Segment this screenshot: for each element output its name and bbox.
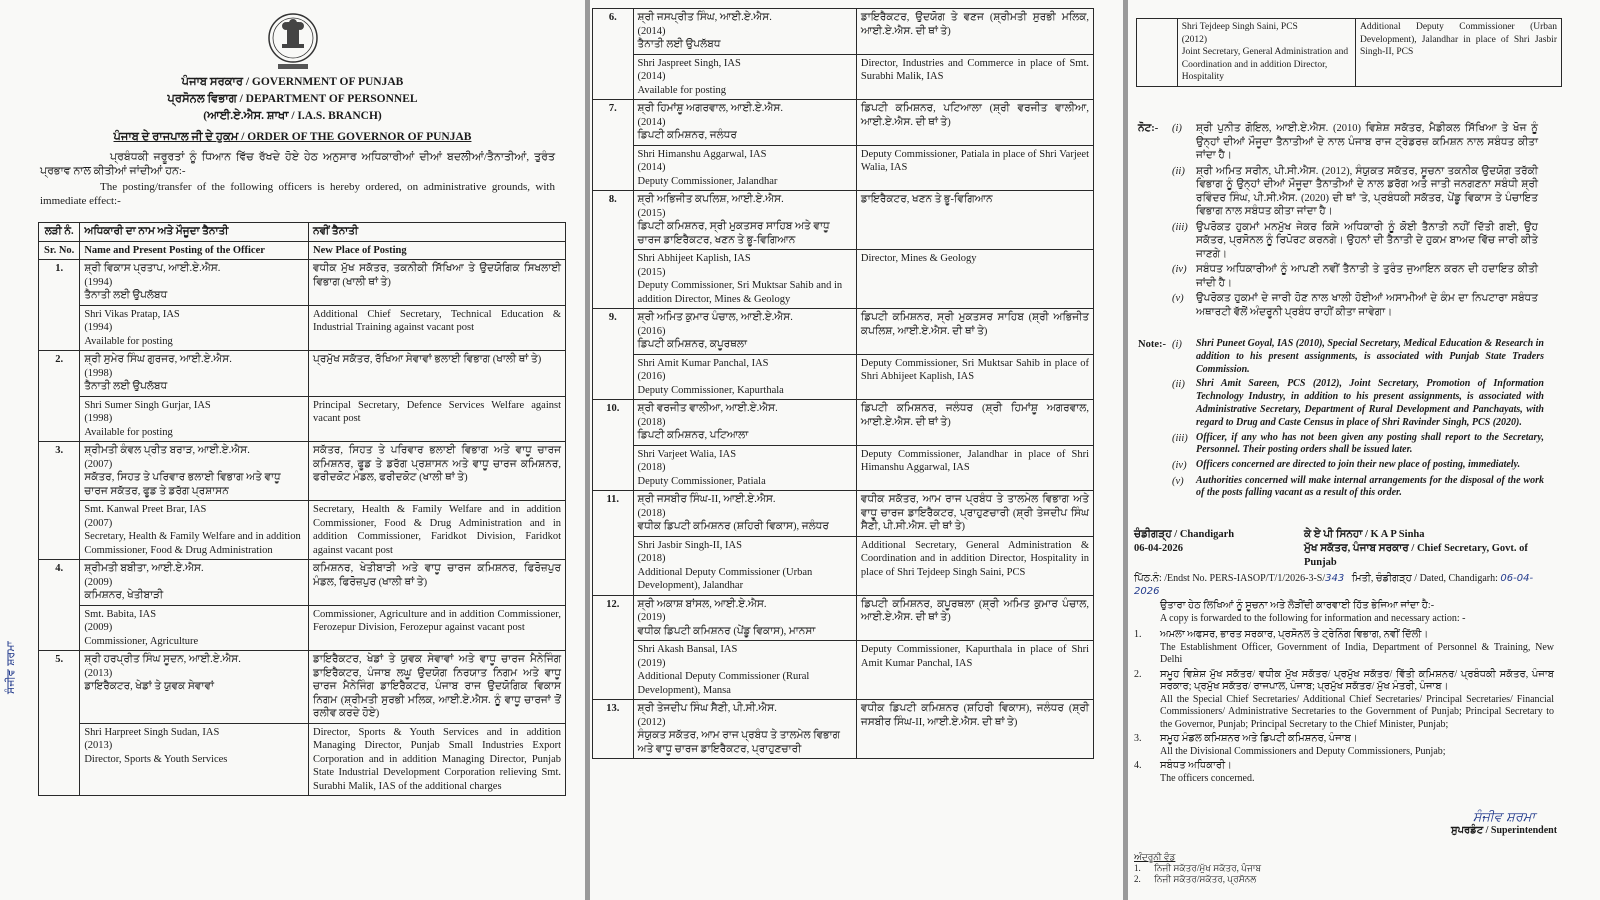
- officer-name-en: Smt. Kanwal Preet Brar, IAS (2007) Secretary, Health & Family Welfare and in addition Commissioner, Food & Drug Administration: [80, 501, 309, 560]
- note-text: Officer, if any who has not been given any posting shall report to the Secretary, Personnel. Their posting orders shall be issued later.: [1196, 431, 1544, 456]
- officer-post-pa: ਡਿਪਟੀ ਕਮਿਸ਼ਨਰ, ਸ੍ਰੀ ਮੁਕਤਸਰ ਸਾਹਿਬ (ਸ਼੍ਰੀ ਅਭਿਜੀਤ ਕਪਲਿਸ਼, ਆਈ.ਏ.ਐਸ. ਦੀ ਥਾਂ ਤੇ): [856, 309, 1093, 355]
- copy-intro-en: A copy is forwarded to the following for information and necessary action: -: [1160, 612, 1466, 624]
- officer-name-en: Shri Varjeet Walia, IAS (2018) Deputy Commissioner, Patiala: [633, 445, 856, 491]
- sr-cell: [1137, 19, 1178, 87]
- officer-post-pa: ਸਕੱਤਰ, ਸਿਹਤ ਤੇ ਪਰਿਵਾਰ ਭਲਾਈ ਵਿਭਾਗ ਅਤੇ ਵਾਧੂ ਚਾਰਜ ਕਮਿਸ਼ਨਰ, ਫੂਡ ਤੇ ਡਰੱਗ ਪ੍ਰਸ਼ਾਸਨ ਅਤੇ ਵਾਧੂ ਚਾਰਜ ਕਮਿਸ਼ਨਰ, ਫਰੀਦਕੋਟ ਮੰਡਲ, ਫਰੀਦਕੋਟ (ਖਾਲੀ ਥਾਂ ਤੇ): [309, 442, 566, 501]
- note-label: [1138, 432, 1172, 458]
- table-row: [39, 442, 566, 501]
- officer-name-en: Shri Abhijeet Kaplish, IAS (2015) Deputy Commissioner, Sri Muktsar Sahib and in addition Director, Mines & Geology: [633, 250, 856, 309]
- dated-label: ਮਿਤੀ, ਚੰਡੀਗੜ੍ਹ / Dated, Chandigarh:: [1351, 573, 1498, 584]
- table-row: [593, 641, 1094, 700]
- copy-to-number: 4.: [1134, 760, 1142, 771]
- officer-name-pa: ਸ਼੍ਰੀਮਤੀ ਬਬੀਤਾ, ਆਈ.ਏ.ਐਸ. (2009) ਕਮਿਸ਼ਨਰ, ਖੇਤੀਬਾੜੀ: [80, 560, 309, 606]
- signatory-name: ਕੇ ਏ ਪੀ ਸਿਨਹਾ / K A P Sinha: [1304, 529, 1425, 540]
- officer-name-pa: ਸ਼੍ਰੀ ਤੇਜਦੀਪ ਸਿੰਘ ਸੈਣੀ, ਪੀ.ਸੀ.ਐਸ. (2012) ਸੰਯੁਕਤ ਸਕੱਤਰ, ਆਮ ਰਾਜ ਪ੍ਰਬੰਧ ਤੇ ਤਾਲਮੇਲ ਵਿਭਾਗ ਅਤੇ ਵਾਧੂ ਚਾਰਜ ਡਾਇਰੈਕਟਰ, ਪ੍ਰਾਹੁਣਚਾਰੀ: [633, 700, 856, 759]
- officer-post-pa: ਡਾਇਰੈਕਟਰ, ਖਣਨ ਤੇ ਭੂ-ਵਿਗਿਆਨ: [856, 191, 1093, 250]
- officer-post-en: Director, Industries and Commerce in place of Smt. Surabhi Malik, IAS: [856, 54, 1093, 100]
- header-government: ਪੰਜਾਬ ਸਰਕਾਰ / GOVERNMENT OF PUNJAB: [181, 76, 404, 88]
- table-row: [593, 145, 1094, 191]
- table-row: [39, 651, 566, 724]
- officer-post-pa: ਪ੍ਰਮੁੱਖ ਸਕੱਤਰ, ਰੱਖਿਆ ਸੇਵਾਵਾਂ ਭਲਾਈ ਵਿਭਾਗ (ਖਾਲੀ ਥਾਂ ਤੇ): [309, 351, 566, 397]
- note-label: [1138, 475, 1172, 501]
- officer-name-en: Smt. Babita, IAS (2009) Commissioner, Agriculture: [80, 605, 309, 651]
- note-label: Note:-: [1138, 339, 1166, 350]
- note-text: ਸ਼੍ਰੀ ਅਮਿਤ ਸਰੀਨ, ਪੀ.ਸੀ.ਐਸ. (2012), ਸੰਯੁਕਤ ਸਕੱਤਰ, ਸੂਚਨਾ ਤਕਨੀਕ ਉਦਯੋਗ ਤਰੱਕੀ ਵਿਭਾਗ ਨੂੰ ਉਨ੍ਹਾਂ ਦੀਆਂ ਮੌਜੂਦਾ ਤੈਨਾਤੀਆਂ ਦੇ ਨਾਲ ਡਰੱਗ ਅਤੇ ਜਾਤੀ ਜਨਗਣਨਾ ਸਬੰਧੀ ਸ਼੍ਰੀ ਰਵਿੰਦਰ ਸਿੰਘ, ਪੀ.ਸੀ.ਐਸ. (2020) ਦੀ ਥਾਂ 'ਤੇ, ਪ੍ਰਬੰਧਕੀ ਸਕੱਤਰ, ਪੇਂਡੂ ਵਿਕਾਸ ਤੇ ਪੰਚਾਇਤ ਵਿਭਾਗ ਨਾਲ ਸਬੰਧਤ ਕੀਤਾ ਜਾਂਦਾ ਹੈ।: [1196, 165, 1538, 217]
- table-row: [593, 536, 1094, 595]
- serial-number: 3.: [39, 442, 80, 560]
- internal-item: [1134, 874, 1434, 885]
- note-number: (iii): [1172, 432, 1188, 444]
- officer-post-en: Additional Deputy Commissioner (Urban Development), Jalandhar in place of Shri Jasbir Singh-II, PCS: [1355, 19, 1561, 87]
- copy-to-pa: ਅਮਲਾ ਅਫਸਰ, ਭਾਰਤ ਸਰਕਾਰ, ਪ੍ਰਸੋਨਲ ਤੇ ਟ੍ਰੇਨਿੰਗ ਵਿਭਾਗ, ਨਵੀਂ ਦਿੱਲੀ।: [1160, 629, 1429, 640]
- copy-to-pa: ਸਬੰਧਤ ਅਧਿਕਾਰੀ।: [1160, 760, 1232, 771]
- note-item: [1138, 378, 1544, 429]
- officer-post-en: Deputy Commissioner, Kapurthala in place of Shri Amit Kumar Panchal, IAS: [856, 641, 1093, 700]
- copy-to-number: 1.: [1134, 629, 1142, 640]
- copy-to-list: [1134, 629, 1554, 785]
- intro-english: The posting/transfer of the following officers is hereby ordered, on administrative grounds, with immediate effect:-: [40, 181, 555, 207]
- officer-post-pa: ਵਧੀਕ ਸਕੱਤਰ, ਆਮ ਰਾਜ ਪ੍ਰਬੰਧ ਤੇ ਤਾਲਮੇਲ ਵਿਭਾਗ ਅਤੇ ਵਾਧੂ ਚਾਰਜ ਡਾਇਰੈਕਟਰ, ਪ੍ਰਾਹੁਣਚਾਰੀ (ਸ਼੍ਰੀ ਤੇਜਦੀਪ ਸਿੰਘ ਸੈਣੀ, ਪੀ.ਸੀ.ਐਸ. ਦੀ ਥਾਂ ਤੇ): [856, 491, 1093, 537]
- copy-to-item: [1134, 733, 1554, 758]
- officer-name-en: Shri Jaspreet Singh, IAS (2014) Available for posting: [633, 54, 856, 100]
- internal-distribution: [1134, 852, 1434, 885]
- note-text: ਉਪਰੋਕਤ ਹੁਕਮਾਂ ਦੇ ਜਾਰੀ ਹੋਣ ਨਾਲ ਖਾਲੀ ਹੋਈਆਂ ਅਸਾਮੀਆਂ ਦੇ ਕੰਮ ਦਾ ਨਿਪਟਾਰਾ ਸਬੰਧਤ ਅਥਾਰਟੀ ਵੱਲੋਂ ਅੰਦਰੂਨੀ ਪ੍ਰਬੰਧ ਰਾਹੀਂ ਕੀਤਾ ਜਾਵੇਗਾ।: [1196, 293, 1538, 318]
- endorsement-number: 343: [1325, 573, 1345, 584]
- header-department: ਪ੍ਰਸੋਨਲ ਵਿਭਾਗ / DEPARTMENT OF PERSONNEL: [167, 93, 418, 105]
- officer-post-pa: ਡਿਪਟੀ ਕਮਿਸ਼ਨਰ, ਜਲੰਧਰ (ਸ਼੍ਰੀ ਹਿਮਾਂਸ਼ੂ ਅਗਰਵਾਲ, ਆਈ.ਏ.ਐਸ. ਦੀ ਥਾਂ ਤੇ): [856, 400, 1093, 446]
- note-item: [1138, 338, 1544, 376]
- note-text: Authorities concerned will make internal arrangements for the disposal of the work of the posts falling vacant as a result of this order.: [1196, 474, 1544, 499]
- officer-post-en: Additional Chief Secretary, Technical Education & Industrial Training against vacant post: [309, 305, 566, 351]
- officer-name-en: Shri Tejdeep Singh Saini, PCS (2012) Joint Secretary, General Administration and Coordination and in addition Director, Hospitality: [1177, 19, 1355, 87]
- officer-name-pa: ਸ਼੍ਰੀ ਵਰਜੀਤ ਵਾਲੀਆ, ਆਈ.ਏ.ਐਸ. (2018) ਡਿਪਟੀ ਕਮਿਸ਼ਨਰ, ਪਟਿਆਲਾ: [633, 400, 856, 446]
- copy-to-item: [1134, 760, 1554, 785]
- signatory-designation: ਮੁੱਖ ਸਕੱਤਰ, ਪੰਜਾਬ ਸਰਕਾਰ / Chief Secretary, Govt. of Punjab: [1304, 543, 1528, 568]
- table-header-row: [39, 223, 566, 242]
- header-name-en: Name and Present Posting of the Officer: [80, 241, 309, 260]
- note-item: [1138, 263, 1538, 290]
- table-row: [593, 700, 1094, 759]
- serial-number: 10.: [593, 400, 634, 491]
- serial-number: 11.: [593, 491, 634, 596]
- copy-to-en: All the Divisional Commissioners and Deputy Commissioners, Punjab;: [1160, 745, 1446, 757]
- signature-date: 06-04-2026: [1134, 543, 1183, 554]
- copy-to-number: 3.: [1134, 733, 1142, 744]
- signature-place-block: [1134, 528, 1304, 556]
- document-page-2: [590, 0, 1123, 900]
- note-label: [1138, 221, 1172, 262]
- copy-to-block: [1134, 600, 1554, 787]
- table-row: [593, 100, 1094, 146]
- copy-to-en: All the Special Chief Secretaries/ Additional Chief Secretaries/ Principal Secretaries/ Financial Commissioners/ Administrative Secretaries to the Government of Punjab; Principal Secretary to the Governor, Punjab; Principal Secretary to the Chief Minister, Punjab;: [1160, 693, 1554, 730]
- intro-punjabi: ਪ੍ਰਬੰਧਕੀ ਜਰੂਰਤਾਂ ਨੂੰ ਧਿਆਨ ਵਿੱਚ ਰੱਖਦੇ ਹੋਏ ਹੇਠ ਅਨੁਸਾਰ ਅਧਿਕਾਰੀਆਂ ਦੀਆਂ ਬਦਲੀਆਂ/ਤੈਨਾਤੀਆਂ, ਤੁਰੰਤ ਪ੍ਰਭਾਵ ਨਾਲ ਕੀਤੀਆਂ ਜਾਂਦੀਆਂ ਹਨ:-: [40, 151, 555, 177]
- table-row: [593, 400, 1094, 446]
- note-number: (iv): [1172, 264, 1187, 275]
- table-row: [593, 491, 1094, 537]
- table-row: [39, 723, 566, 796]
- officer-post-en: Deputy Commissioner, Sri Muktsar Sahib in place of Shri Abhijeet Kaplish, IAS: [856, 354, 1093, 400]
- endorsement-prefix: ਪਿੱਠ.ਨੰ: /Endst No. PERS-IASOP/T/1/2026-3-S/: [1134, 573, 1326, 584]
- note-label: [1138, 292, 1172, 319]
- table-header-row-en: [39, 241, 566, 260]
- notes-punjabi: [1138, 122, 1538, 321]
- officer-rows-p2: [593, 9, 1094, 759]
- document-page-3: [1128, 0, 1600, 900]
- copy-to-text: [1160, 760, 1554, 785]
- officer-name-en: Shri Vikas Pratap, IAS (1994) Available for posting: [80, 305, 309, 351]
- officer-post-en: Director, Sports & Youth Services and in addition Managing Director, Punjab Small Industries Export Corporation and in addition Managing Director, Punjab State Industrial Development Corporation relieving Smt. Surabhi Malik, IAS of the additional charges: [309, 723, 566, 796]
- copy-to-pa: ਸਮੂਹ ਵਿਸ਼ੇਸ਼ ਮੁੱਖ ਸਕੱਤਰ/ ਵਧੀਕ ਮੁੱਖ ਸਕੱਤਰ/ ਪ੍ਰਮੁੱਖ ਸਕੱਤਰ/ ਵਿੱਤੀ ਕਮਿਸ਼ਨਰ/ ਪ੍ਰਬੰਧਕੀ ਸਕੱਤਰ, ਪੰਜਾਬ ਸਰਕਾਰ; ਪ੍ਰਮੁੱਖ ਸਕੱਤਰ/ ਰਾਜਪਾਲ, ਪੰਜਾਬ; ਪ੍ਰਮੁੱਖ ਸਕੱਤਰ/ ਮੁੱਖ ਮੰਤਰੀ, ਪੰਜਾਬ।: [1160, 668, 1554, 692]
- serial-number: 1.: [39, 260, 80, 351]
- table-row: [593, 250, 1094, 309]
- officer-name-pa: ਸ਼੍ਰੀ ਵਿਕਾਸ ਪ੍ਰਤਾਪ, ਆਈ.ਏ.ਐਸ. (1994) ਤੈਨਾਤੀ ਲਈ ਉਪਲੱਬਧ: [80, 260, 309, 306]
- superintendent-signature: ਸੰਜੀਵ ਸ਼ਰਮਾ: [1472, 810, 1536, 825]
- serial-number: 5.: [39, 651, 80, 796]
- note-text: ਉਪਰੋਕਤ ਹੁਕਮਾਂ ਮਨਮੁੱਖ ਜੇਕਰ ਕਿਸੇ ਅਧਿਕਾਰੀ ਨੂੰ ਕੋਈ ਤੈਨਾਤੀ ਨਹੀਂ ਦਿੱਤੀ ਗਈ, ਉਹ ਸਕੱਤਰ, ਪ੍ਰਸੋਨਲ ਨੂੰ ਰਿਪੋਰਟ ਕਰਨਗੇ। ਉਹਨਾਂ ਦੀ ਤੈਨਾਤੀ ਦੇ ਹੁਕਮ ਬਾਅਦ ਵਿੱਚ ਜਾਰੀ ਕੀਤੇ ਜਾਣਗੇ।: [1196, 221, 1538, 260]
- header-name-pa: ਅਧਿਕਾਰੀ ਦਾ ਨਾਮ ਅਤੇ ਮੌਜੂਦਾ ਤੈਨਾਤੀ: [80, 223, 309, 242]
- copy-to-en: The officers concerned.: [1160, 772, 1255, 784]
- officer-name-pa: ਸ਼੍ਰੀ ਅਕਾਸ਼ ਬਾਂਸਲ, ਆਈ.ਏ.ਐਸ. (2019) ਵਧੀਕ ਡਿਪਟੀ ਕਮਿਸ਼ਨਰ (ਪੇਂਡੂ ਵਿਕਾਸ), ਮਾਨਸਾ: [633, 595, 856, 641]
- officer-post-en: Deputy Commissioner, Patiala in place of Shri Varjeet Walia, IAS: [856, 145, 1093, 191]
- copy-to-number: 2.: [1134, 668, 1142, 680]
- copy-intro-pa: ਉਤਾਰਾ ਹੇਠ ਲਿਖਿਆਂ ਨੂੰ ਸੂਚਨਾ ਅਤੇ ਲੋੜੀਂਦੀ ਕਾਰਵਾਈ ਹਿੱਤ ਭੇਜਿਆ ਜਾਂਦਾ ਹੈ:-: [1160, 600, 1435, 611]
- note-label: [1138, 459, 1172, 473]
- note-number: (i): [1172, 339, 1182, 350]
- table-row: [593, 309, 1094, 355]
- officer-post-en: Additional Secretary, General Administration & Coordination and in addition Director, Hospitality in place of Shri Tejdeep Singh Saini, PCS: [856, 536, 1093, 595]
- internal-number: 2.: [1134, 874, 1141, 884]
- serial-number: 7.: [593, 100, 634, 191]
- header-sr-pa: ਲੜੀ ਨੰ.: [39, 223, 80, 242]
- officer-name-pa: ਸ਼੍ਰੀ ਅਭਿਜੀਤ ਕਪਲਿਸ਼, ਆਈ.ਏ.ਐਸ. (2015) ਡਿਪਟੀ ਕਮਿਸ਼ਨਰ, ਸ੍ਰੀ ਮੁਕਤਸਰ ਸਾਹਿਬ ਅਤੇ ਵਾਧੂ ਚਾਰਜ ਡਾਇਰੈਕਟਰ, ਖਣਨ ਤੇ ਭੂ-ਵਿਗਿਆਨ: [633, 191, 856, 250]
- officer-post-pa: ਵਧੀਕ ਡਿਪਟੀ ਕਮਿਸ਼ਨਰ (ਸ਼ਹਿਰੀ ਵਿਕਾਸ), ਜਲੰਧਰ (ਸ਼੍ਰੀ ਜਸਬੀਰ ਸਿੰਘ-II, ਆਈ.ਏ.ਐਸ. ਦੀ ਥਾਂ ਤੇ): [856, 700, 1093, 759]
- table-row: [1137, 19, 1562, 87]
- serial-number: 8.: [593, 191, 634, 309]
- note-number: (i): [1172, 123, 1182, 134]
- internal-item: [1134, 863, 1434, 874]
- table-row: [593, 595, 1094, 641]
- officer-post-en: Secretary, Health & Family Welfare and in addition Commissioner, Food & Drug Administration and in addition Commissioner, Faridkot Division, Faridkot against vacant post: [309, 501, 566, 560]
- officer-post-pa: ਕਮਿਸ਼ਨਰ, ਖੇਤੀਬਾੜੀ ਅਤੇ ਵਾਧੂ ਚਾਰਜ ਕਮਿਸ਼ਨਰ, ਫਿਰੋਜ਼ਪੁਰ ਮੰਡਲ, ਫਿਰੋਜ਼ਪੁਰ (ਖਾਲੀ ਥਾਂ ਤੇ): [309, 560, 566, 606]
- officer-post-en: Principal Secretary, Defence Services Welfare against vacant post: [309, 396, 566, 442]
- officer-post-en: Deputy Commissioner, Jalandhar in place of Shri Himanshu Aggarwal, IAS: [856, 445, 1093, 491]
- officer-name-en: Shri Sumer Singh Gurjar, IAS (1998) Available for posting: [80, 396, 309, 442]
- note-number: (ii): [1172, 165, 1185, 177]
- header-sr-en: Sr. No.: [39, 241, 80, 260]
- officer-name-pa: ਸ਼੍ਰੀ ਹਿਮਾਂਸ਼ੂ ਅਗਰਵਾਲ, ਆਈ.ਏ.ਐਸ. (2014) ਡਿਪਟੀ ਕਮਿਸ਼ਨਰ, ਜਲੰਧਰ: [633, 100, 856, 146]
- table-row: [39, 351, 566, 397]
- officer-name-en: Shri Akash Bansal, IAS (2019) Additional Deputy Commissioner (Rural Development), Mansa: [633, 641, 856, 700]
- internal-text: ਨਿਜੀ ਸਕੱਤਰ/ਮੁੱਖ ਸਕੱਤਰ, ਪੰਜਾਬ: [1154, 863, 1262, 873]
- officer-name-pa: ਸ਼੍ਰੀ ਸੁਮੇਰ ਸਿੰਘ ਗੁਰਜਰ, ਆਈ.ਏ.ਐਸ. (1998) ਤੈਨਾਤੀ ਲਈ ਉਪਲੱਬਧ: [80, 351, 309, 397]
- note-text: Shri Puneet Goyal, IAS (2010), Special Secretary, Medical Education & Research in addition to his present assignments, is associated with Punjab State Traders Commission.: [1196, 338, 1544, 375]
- copy-to-text: [1160, 629, 1554, 667]
- copy-to-en: The Establishment Officer, Government of India, Department of Personnel & Training, New Delhi: [1160, 641, 1554, 665]
- note-item: [1138, 221, 1538, 262]
- note-item: [1138, 292, 1538, 319]
- header-new-en: New Place of Posting: [309, 241, 566, 260]
- serial-number: 9.: [593, 309, 634, 400]
- officer-post-pa: ਡਿਪਟੀ ਕਮਿਸ਼ਨਰ, ਪਟਿਆਲਾ (ਸ਼੍ਰੀ ਵਰਜੀਤ ਵਾਲੀਆ, ਆਈ.ਏ.ਐਸ. ਦੀ ਥਾਂ ਤੇ): [856, 100, 1093, 146]
- internal-list: [1134, 863, 1434, 885]
- table-row: [39, 396, 566, 442]
- table-row: [39, 605, 566, 651]
- note-number: (iii): [1172, 221, 1188, 233]
- serial-number: 12.: [593, 595, 634, 700]
- officer-name-pa: ਸ਼੍ਰੀਮਤੀ ਕੰਵਲ ਪ੍ਰੀਤ ਬਰਾੜ, ਆਈ.ਏ.ਐਸ. (2007) ਸਕੱਤਰ, ਸਿਹਤ ਤੇ ਪਰਿਵਾਰ ਭਲਾਈ ਵਿਭਾਗ ਅਤੇ ਵਾਧੂ ਚਾਰਜ ਸਕੱਤਰ, ਫੂਡ ਤੇ ਡਰੱਗ ਪ੍ਰਸ਼ਾਸਨ: [80, 442, 309, 501]
- note-number: (v): [1172, 475, 1184, 487]
- document-page-1: [0, 0, 585, 900]
- officer-name-en: Shri Jasbir Singh-II, IAS (2018) Additional Deputy Commissioner (Urban Development), Jalandhar: [633, 536, 856, 595]
- note-text: Shri Amit Sareen, PCS (2012), Joint Secretary, Promotion of Information Technology Industry, in addition to his present assignments, is associated with Administrative Secretary, Department of Rural Development and Panchayats, with regard to Drug and Caste Census in place of Shri Ravinder Singh, PCS (2020).: [1196, 378, 1544, 428]
- header-branch: (ਆਈ.ਏ.ਐਸ. ਸ਼ਾਖਾ / I.A.S. BRANCH): [203, 110, 382, 122]
- header-new-pa: ਨਵੀਂ ਤੈਨਾਤੀ: [309, 223, 566, 242]
- note-label: [1138, 263, 1172, 290]
- margin-signature: [2, 630, 20, 700]
- note-number: (iv): [1172, 460, 1187, 472]
- officer-post-en: Director, Mines & Geology: [856, 250, 1093, 309]
- table-row: [593, 191, 1094, 250]
- copy-to-pa: ਸਮੂਹ ਮੰਡਲ ਕਮਿਸ਼ਨਰ ਅਤੇ ਡਿਪਟੀ ਕਮਿਸ਼ਨਰ, ਪੰਜਾਬ।: [1160, 733, 1358, 744]
- serial-number: 4.: [39, 560, 80, 651]
- copy-to-text: [1160, 669, 1554, 732]
- officer-name-pa: ਸ਼੍ਰੀ ਜਸਪ੍ਰੀਤ ਸਿੰਘ, ਆਈ.ਏ.ਐਸ. (2014) ਤੈਨਾਤੀ ਲਈ ਉਪਲੱਬਧ: [633, 9, 856, 55]
- table-row: [593, 54, 1094, 100]
- signature-place: ਚੰਡੀਗੜ੍ਹ / Chandigarh: [1134, 529, 1235, 540]
- note-text: ਸਬੰਧਤ ਅਧਿਕਾਰੀਆਂ ਨੂੰ ਆਪਣੀ ਨਵੀਂ ਤੈਨਾਤੀ ਤੇ ਤੁਰੰਤ ਜੁਆਇਨ ਕਰਨ ਦੀ ਹਦਾਇਤ ਕੀਤੀ ਜਾਂਦੀ ਹੈ।: [1196, 264, 1538, 289]
- note-text: Officers concerned are directed to join their new place of posting, immediately.: [1196, 459, 1521, 471]
- officer-name-pa: ਸ਼੍ਰੀ ਅਮਿਤ ਕੁਮਾਰ ਪੰਚਾਲ, ਆਈ.ਏ.ਐਸ. (2016) ਡਿਪਟੀ ਕਮਿਸ਼ਨਰ, ਕਪੂਰਥਲਾ: [633, 309, 856, 355]
- table-row: [39, 560, 566, 606]
- officer-post-pa: ਡਾਇਰੈਕਟਰ, ਉਦਯੋਗ ਤੇ ਵਣਜ (ਸ਼੍ਰੀਮਤੀ ਸੁਰਭੀ ਮਲਿਕ, ਆਈ.ਏ.ਐਸ. ਦੀ ਥਾਂ ਤੇ): [856, 9, 1093, 55]
- internal-title: ਅੰਦਰੂਨੀ ਵੰਡ: [1134, 852, 1176, 862]
- internal-number: 1.: [1134, 863, 1141, 873]
- officer-name-pa: ਸ਼੍ਰੀ ਹਰਪ੍ਰੀਤ ਸਿੰਘ ਸੂਦਨ, ਆਈ.ਏ.ਐਸ. (2013) ਡਾਇਰੈਕਟਰ, ਖੇਡਾਂ ਤੇ ਯੁਵਕ ਸੇਵਾਵਾਂ: [80, 651, 309, 724]
- officer-post-pa: ਡਾਇਰੈਕਟਰ, ਖੇਡਾਂ ਤੇ ਯੁਵਕ ਸੇਵਾਵਾਂ ਅਤੇ ਵਾਧੂ ਚਾਰਜ ਮੈਨੇਜਿੰਗ ਡਾਇਰੈਕਟਰ, ਪੰਜਾਬ ਲਘੂ ਉਦਯੋਗ ਨਿਰਯਾਤ ਨਿਗਮ ਅਤੇ ਵਾਧੂ ਚਾਰਜ ਮੈਨੇਜਿੰਗ ਡਾਇਰੈਕਟਰ, ਪੰਜਾਬ ਰਾਜ ਉਦਯੋਗਿਕ ਵਿਕਾਸ ਨਿਗਮ (ਸ਼੍ਰੀਮਤੀ ਸੁਰਭੀ ਮਲਿਕ, ਆਈ.ਏ.ਐਸ. ਨੂੰ ਵਾਧੂ ਚਾਰਜਾਂ ਤੋਂ ਰਲੀਵ ਕਰਦੇ ਹੋਏ): [309, 651, 566, 724]
- note-label: ਨੋਟ:-: [1138, 123, 1159, 134]
- order-title: ਪੰਜਾਬ ਦੇ ਰਾਜਪਾਲ ਜੀ ਦੇ ਹੁਕਮ / ORDER OF THE GOVERNOR OF PUNJAB: [113, 131, 472, 143]
- note-number: (v): [1172, 293, 1184, 304]
- officer-rows-p1: [39, 260, 566, 796]
- officer-post-pa: ਵਧੀਕ ਮੁੱਖ ਸਕੱਤਰ, ਤਕਨੀਕੀ ਸਿੱਖਿਆ ਤੇ ਉਦਯੋਗਿਕ ਸਿਖਲਾਈ ਵਿਭਾਗ (ਖਾਲੀ ਥਾਂ ਤੇ): [309, 260, 566, 306]
- copy-to-item: [1134, 669, 1554, 732]
- note-label: [1138, 165, 1172, 219]
- officer-post-en: Commissioner, Agriculture and in addition Commissioner, Ferozepur Division, Ferozepur against vacant post: [309, 605, 566, 651]
- officer-post-pa: ਡਿਪਟੀ ਕਮਿਸ਼ਨਰ, ਕਪੂਰਥਲਾ (ਸ਼੍ਰੀ ਅਮਿਤ ਕੁਮਾਰ ਪੰਚਾਲ, ਆਈ.ਏ.ਐਸ. ਦੀ ਥਾਂ ਤੇ): [856, 595, 1093, 641]
- note-item: [1138, 122, 1538, 163]
- table-row: [593, 354, 1094, 400]
- officer-name-en: Shri Amit Kumar Panchal, IAS (2016) Deputy Commissioner, Kapurthala: [633, 354, 856, 400]
- orders-table-p3: [1136, 18, 1562, 87]
- copy-to-text: [1160, 733, 1554, 758]
- officer-name-en: Shri Himanshu Aggarwal, IAS (2014) Deputy Commissioner, Jalandhar: [633, 145, 856, 191]
- table-row: [593, 9, 1094, 55]
- dated-value: 06-04-2026: [1134, 573, 1534, 597]
- officer-name-pa: ਸ਼੍ਰੀ ਜਸਬੀਰ ਸਿੰਘ-II, ਆਈ.ਏ.ਐਸ. (2018) ਵਧੀਕ ਡਿਪਟੀ ਕਮਿਸ਼ਨਰ (ਸ਼ਹਿਰੀ ਵਿਕਾਸ), ਜਲੰਧਰ: [633, 491, 856, 537]
- superintendent-title: ਸੁਪਰਡੰਟ / Superintendent: [1450, 825, 1558, 836]
- note-label: [1138, 378, 1172, 429]
- note-item: [1138, 475, 1544, 501]
- serial-number: 6.: [593, 9, 634, 100]
- note-item: [1138, 165, 1538, 219]
- note-number: (ii): [1172, 379, 1185, 391]
- endorsement-line: [1134, 572, 1554, 598]
- officer-name-en: Shri Harpreet Singh Sudan, IAS (2013) Director, Sports & Youth Services: [80, 723, 309, 796]
- superintendent-block: [1444, 810, 1564, 836]
- orders-table-p2: [592, 8, 1094, 759]
- table-row: [39, 260, 566, 306]
- table-row: [39, 501, 566, 560]
- state-emblem-icon: [266, 12, 320, 72]
- signature-block: [1304, 528, 1556, 570]
- orders-table-p1: [38, 222, 566, 796]
- serial-number: 13.: [593, 700, 634, 759]
- serial-number: 2.: [39, 351, 80, 442]
- margin-signature-text: ਸੰਜੀਵ ਸ਼ਰਮਾ: [4, 641, 17, 694]
- notes-english: [1138, 338, 1544, 502]
- note-item: [1138, 459, 1544, 473]
- note-item: [1138, 432, 1544, 458]
- table-row: [593, 445, 1094, 491]
- copy-to-item: [1134, 629, 1554, 667]
- internal-text: ਨਿਜੀ ਸਕੱਤਰ/ਸਕੱਤਰ, ਪ੍ਰਸੋਨਲ: [1154, 874, 1257, 884]
- note-text: ਸ਼੍ਰੀ ਪੁਨੀਤ ਗੋਇਲ, ਆਈ.ਏ.ਐਸ. (2010) ਵਿਸ਼ੇਸ਼ ਸਕੱਤਰ, ਮੈਡੀਕਲ ਸਿੱਖਿਆ ਤੇ ਖੋਜ ਨੂੰ ਉਨ੍ਹਾਂ ਦੀਆਂ ਮੌਜੂਦਾ ਤੈਨਾਤੀਆਂ ਦੇ ਨਾਲ ਪੰਜਾਬ ਰਾਜ ਟ੍ਰੇਡਰਜ਼ ਕਮਿਸ਼ਨ ਨਾਲ ਸਬੰਧਤ ਕੀਤਾ ਜਾਂਦਾ ਹੈ।: [1196, 123, 1538, 161]
- table-row: [39, 305, 566, 351]
